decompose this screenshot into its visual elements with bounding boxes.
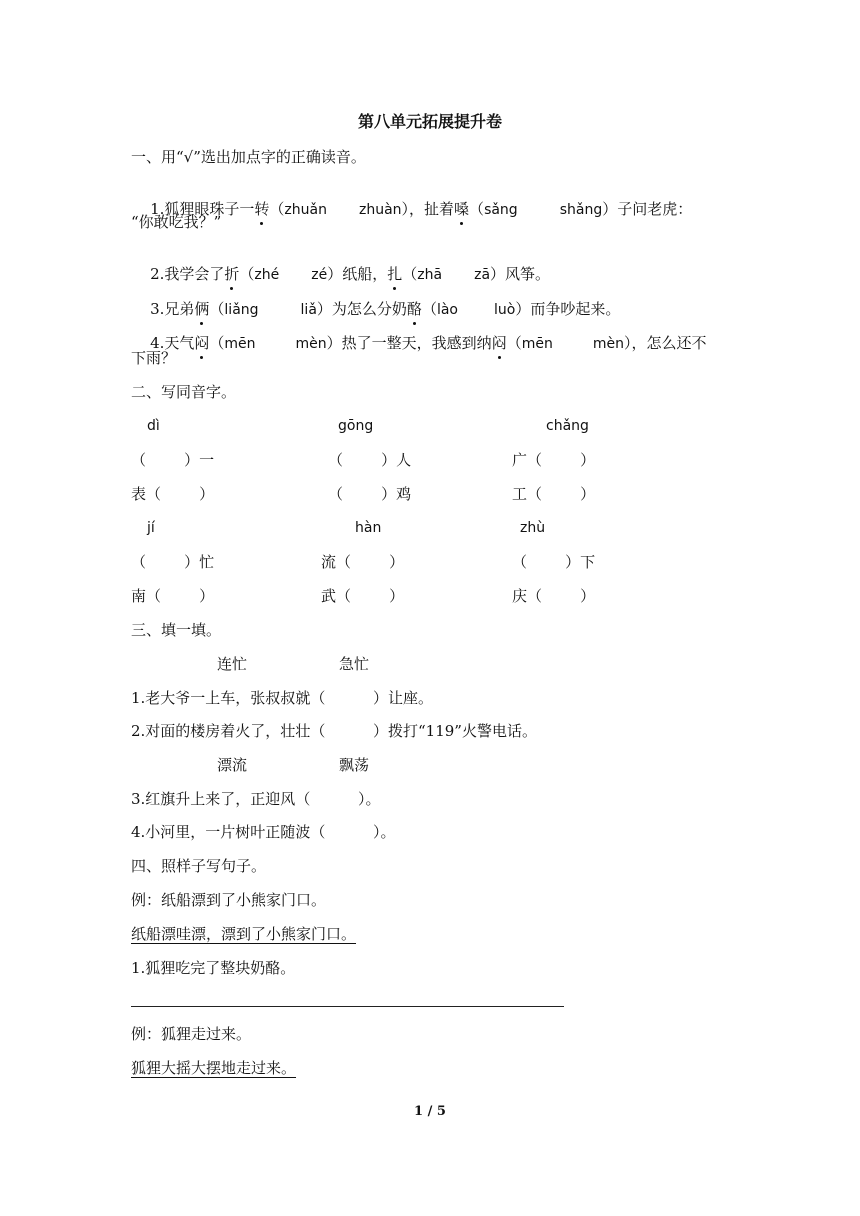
homophone-blank[interactable]: （ ）一 <box>131 451 215 469</box>
q1-dotted-char-2: 嗓 <box>454 200 470 218</box>
pinyin-di: dì <box>147 418 160 434</box>
q3-paren-open-2: （ <box>421 300 437 318</box>
q1-pinyin-option-1[interactable]: zhuǎn <box>284 202 327 218</box>
q3-dotted-char-1: 俩 <box>194 300 210 318</box>
s3-question-4[interactable]: 4.小河里，一片树叶正随波（ ）。 <box>131 823 396 841</box>
q2-text-f: ）风筝。 <box>490 265 551 283</box>
example-1-answer: 纸船漂哇漂，漂到了小熊家门口。 <box>131 925 357 943</box>
s3-question-1[interactable]: 1.老大爷一上车，张叔叔就（ ）让座。 <box>131 689 433 707</box>
q3-pinyin-option-2[interactable]: liǎ <box>300 302 317 318</box>
q4-pinyin-option-3[interactable]: mēn <box>521 336 553 352</box>
homophone-blank[interactable]: 工（ ） <box>512 485 596 503</box>
homophone-blank[interactable]: 武（ ） <box>321 587 405 605</box>
word-choice: 急忙 <box>339 655 370 673</box>
example-1: 例：纸船漂到了小熊家门口。 <box>131 891 327 909</box>
q4-dotted-char-1: 闷 <box>194 334 210 352</box>
q1-pinyin-option-2[interactable]: zhuàn <box>358 202 402 218</box>
pinyin-han: hàn <box>355 520 382 536</box>
q4-dotted-char-2: 闷 <box>491 334 507 352</box>
s3-question-3[interactable]: 3.红旗升上来了，正迎风（ ）。 <box>131 790 381 808</box>
pinyin-gong: gōng <box>338 418 374 434</box>
q3-paren-open-1: （ <box>209 300 225 318</box>
q4-pinyin-option-4[interactable]: mèn <box>592 336 624 352</box>
q3-text-c: ）为怎么分奶 <box>316 300 407 318</box>
q1-paren-open-2: （ <box>469 200 485 218</box>
q4-paren-open-1: （ <box>209 334 225 352</box>
q2-paren-open-1: （ <box>239 265 255 283</box>
s4-question-1: 1.狐狸吃完了整块奶酪。 <box>131 959 296 977</box>
q2-dotted-char-2: 扎 <box>387 265 403 283</box>
homophone-blank[interactable]: （ ）忙 <box>131 553 215 571</box>
q2-text-a: 2.我学会了 <box>150 265 225 283</box>
q3-pinyin-option-4[interactable]: luò <box>494 302 516 318</box>
section-4-heading: 四、照样子写句子。 <box>131 857 267 875</box>
page-title: 第八单元拓展提升卷 <box>357 112 502 131</box>
example-2: 例：狐狸走过来。 <box>131 1025 252 1043</box>
q3-dotted-char-2: 酪 <box>406 300 422 318</box>
q4-text-a: 4.天气 <box>150 334 195 352</box>
pinyin-chang: chǎng <box>546 418 589 434</box>
q1-pinyin-option-3[interactable]: sǎng <box>484 202 518 218</box>
q1-text-a: 1.狐狸眼珠子一 <box>150 200 255 218</box>
s1-question-4-continued: 下雨？ <box>131 349 177 367</box>
q4-text-f: ），怎么还不 <box>623 334 707 352</box>
homophone-blank[interactable]: （ ）下 <box>512 553 596 571</box>
homophone-blank[interactable]: 广（ ） <box>512 451 596 469</box>
s1-question-1-continued: “你敢吃我？” <box>131 213 222 231</box>
q4-pinyin-option-1[interactable]: mēn <box>224 336 256 352</box>
q2-pinyin-option-1[interactable]: zhé <box>254 267 280 283</box>
q4-text-c: ）热了一整天，我感到纳 <box>326 334 492 352</box>
homophone-blank[interactable]: （ ）人 <box>328 451 412 469</box>
pinyin-ji: jí <box>147 520 155 536</box>
word-choice: 连忙 <box>217 655 248 673</box>
q3-text-f: ）而争吵起来。 <box>515 300 621 318</box>
s3-question-2[interactable]: 2.对面的楼房着火了，壮壮（ ）拨打“119”火警电话。 <box>131 722 537 740</box>
q2-pinyin-option-2[interactable]: zé <box>311 267 328 283</box>
q3-pinyin-option-1[interactable]: liǎng <box>224 302 259 318</box>
q1-paren-open-1: （ <box>269 200 285 218</box>
q4-paren-open-2: （ <box>506 334 522 352</box>
pinyin-zhu: zhù <box>520 520 546 536</box>
answer-line[interactable] <box>131 1006 564 1007</box>
q1-text-f: ）子问老虎： <box>602 200 693 218</box>
q2-pinyin-option-4[interactable]: zā <box>474 267 491 283</box>
q1-pinyin-option-4[interactable]: shǎng <box>559 202 603 218</box>
section-2-heading: 二、写同音字。 <box>131 383 237 401</box>
homophone-blank[interactable]: （ ）鸡 <box>328 485 412 503</box>
q1-text-c: ），扯着 <box>401 200 455 218</box>
q3-text-a: 3.兄弟 <box>150 300 195 318</box>
q1-dotted-char-1: 转 <box>254 200 270 218</box>
section-3-heading: 三、填一填。 <box>131 621 222 639</box>
word-choice: 漂流 <box>217 756 248 774</box>
q4-pinyin-option-2[interactable]: mèn <box>295 336 327 352</box>
s1-question-4 <box>131 313 706 374</box>
q3-pinyin-option-3[interactable]: lào <box>436 302 458 318</box>
homophone-blank[interactable]: 流（ ） <box>321 553 405 571</box>
q2-paren-open-2: （ <box>402 265 418 283</box>
q2-text-c: ）纸船， <box>327 265 388 283</box>
q2-dotted-char-1: 折 <box>224 265 240 283</box>
homophone-blank[interactable]: 表（ ） <box>131 485 215 503</box>
homophone-blank[interactable]: 南（ ） <box>131 587 215 605</box>
example-2-answer: 狐狸大摇大摆地走过来。 <box>131 1059 297 1077</box>
section-1-heading: 一、用“√”选出加点字的正确读音。 <box>131 148 366 166</box>
homophone-blank[interactable]: 庆（ ） <box>512 587 596 605</box>
word-choice: 飘荡 <box>339 756 370 774</box>
page-number: 1 / 5 <box>414 1104 446 1119</box>
q2-pinyin-option-3[interactable]: zhā <box>417 267 443 283</box>
